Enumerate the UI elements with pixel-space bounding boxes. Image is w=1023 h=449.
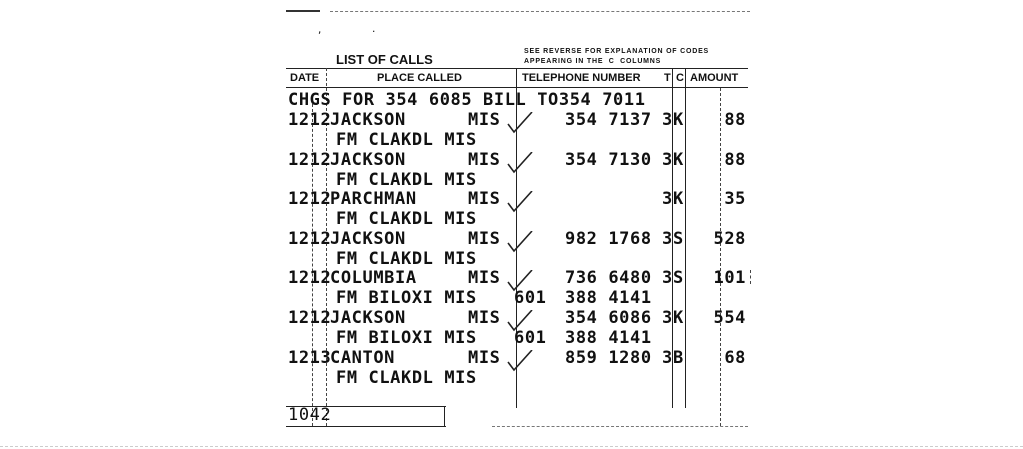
call-place: JACKSON [330,110,406,130]
col-header-t: T [664,72,671,84]
call-from: FM CLAKDL MIS [336,170,477,190]
call-phone: 354 7130 [565,150,652,170]
scan-dot: , [317,26,323,36]
call-date: 1212 [288,268,332,288]
call-t: 3 [662,189,673,209]
check-mark-icon [506,152,536,192]
page-title: LIST OF CALLS [336,52,433,67]
call-c: B [673,348,684,368]
call-state: MIS [468,189,501,209]
call-amount: 101 [713,268,746,288]
call-place: JACKSON [330,150,406,170]
footer-dashed-rule [492,426,748,427]
check-mark-icon [506,231,536,271]
call-amount: 554 [713,308,746,328]
scan-dot: . [371,25,377,35]
call-date: 1213 [288,348,332,368]
call-amount: 68 [724,348,746,368]
call-c: K [673,308,684,328]
header-top-rule [286,68,748,69]
call-place: JACKSON [330,308,406,328]
call-from: FM BILOXI MIS [336,288,477,308]
call-place: PARCHMAN [330,189,417,209]
call-state: MIS [468,268,501,288]
call-amount: 35 [724,189,746,209]
call-c: S [673,229,684,249]
call-amount: 88 [724,110,746,130]
col-header-place: PLACE CALLED [377,72,462,84]
call-area-code: 601 [514,288,547,308]
call-t: 3 [662,308,673,328]
call-place: COLUMBIA [330,268,417,288]
call-amount: 528 [713,229,746,249]
call-phone: 982 1768 [565,229,652,249]
codes-note-line1: SEE REVERSE FOR EXPLANATION OF CODES [524,48,710,55]
call-phone: 859 1280 [565,348,652,368]
call-phone: 354 6086 388 4141 [565,308,652,348]
call-date: 1212 [288,189,332,209]
call-t: 3 [662,348,673,368]
call-state: MIS [468,308,501,328]
check-mark-icon [506,310,536,350]
footer-bottom-rule [286,426,446,427]
call-date: 1212 [288,308,332,328]
call-from: FM CLAKDL MIS [336,130,477,150]
call-place: CANTON [330,348,396,368]
call-phone: 736 6480 388 4141 [565,268,652,308]
footer-box-right [444,406,445,426]
call-from: FM CLAKDL MIS [336,368,477,388]
call-state: MIS [468,229,501,249]
call-c: K [673,150,684,170]
call-state: MIS [468,110,501,130]
amount-divider [720,88,721,426]
call-c: S [673,268,684,288]
check-mark-icon [506,270,536,310]
call-amount: 88 [724,150,746,170]
tc-divider [685,68,686,408]
col-header-date: DATE [290,72,320,84]
scan-mark [286,10,320,12]
charges-line: CHGS FOR 354 6085 BILL TO354 7011 [288,90,646,110]
call-from: FM CLAKDL MIS [336,249,477,269]
header-bottom-rule [286,87,748,88]
check-mark-icon [506,350,536,390]
call-t: 3 [662,229,673,249]
col-header-c: C [676,72,684,84]
call-place: JACKSON [330,229,406,249]
col-header-telephone: TELEPHONE NUMBER [522,72,641,84]
codes-note-line2: APPEARING IN THE C COLUMNS [524,58,662,65]
scan-mark [330,11,750,12]
right-edge-mark [750,270,751,284]
call-state: MIS [468,348,501,368]
call-phone: 354 7137 [565,110,652,130]
page-code: 1042 [288,405,332,425]
call-t: 3 [662,110,673,130]
col-header-amount: AMOUNT [690,72,739,84]
call-date: 1212 [288,229,332,249]
call-c: K [673,189,684,209]
call-from: FM CLAKDL MIS [336,209,477,229]
call-date: 1212 [288,110,332,130]
check-mark-icon [506,191,536,231]
call-area-code: 601 [514,328,547,348]
call-t: 3 [662,150,673,170]
call-from: FM BILOXI MIS [336,328,477,348]
scan-bottom-edge [0,446,1023,447]
call-state: MIS [468,150,501,170]
call-c: K [673,110,684,130]
call-t: 3 [662,268,673,288]
call-date: 1212 [288,150,332,170]
check-mark-icon [506,112,536,152]
